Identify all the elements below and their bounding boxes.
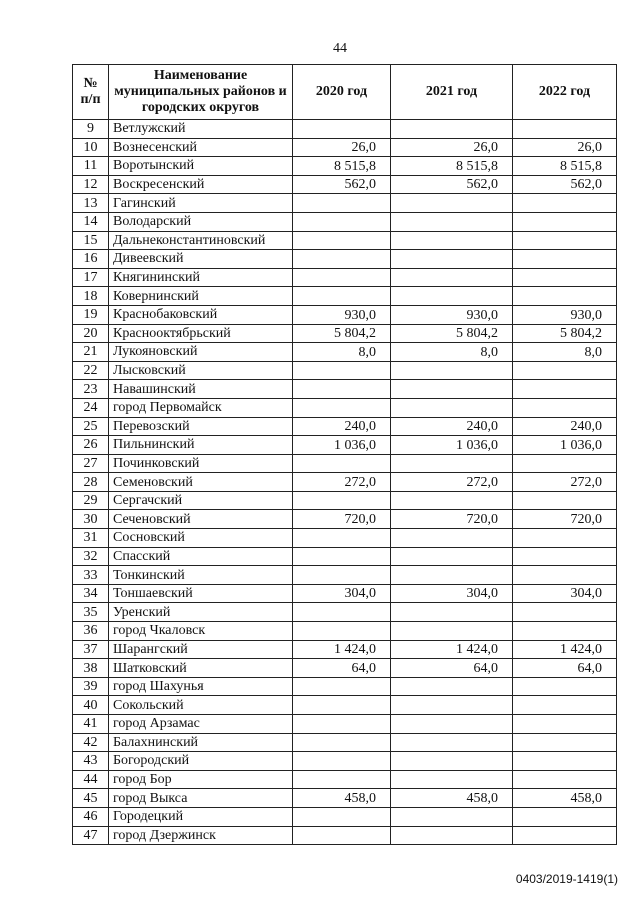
header-name: Наименование муниципальных районов и городских округов xyxy=(109,65,293,120)
value-2020 xyxy=(293,194,391,213)
row-number: 13 xyxy=(73,194,109,213)
value-2020 xyxy=(293,677,391,696)
value-2021: 26,0 xyxy=(391,138,513,157)
value-2022 xyxy=(513,547,617,566)
value-2022 xyxy=(513,212,617,231)
table-row xyxy=(73,212,617,231)
value-2022 xyxy=(513,696,617,715)
row-number: 37 xyxy=(73,640,109,659)
value-2021 xyxy=(391,231,513,250)
row-number: 31 xyxy=(73,529,109,548)
table-row xyxy=(73,436,617,455)
value-2020 xyxy=(293,733,391,752)
value-2022 xyxy=(513,733,617,752)
header-2021: 2021 год xyxy=(391,65,513,120)
value-2021 xyxy=(391,454,513,473)
header-num: № п/п xyxy=(73,65,109,120)
row-number: 9 xyxy=(73,120,109,139)
value-2022: 8 515,8 xyxy=(513,157,617,176)
header-2022: 2022 год xyxy=(513,65,617,120)
value-2021 xyxy=(391,361,513,380)
value-2021: 304,0 xyxy=(391,584,513,603)
row-number: 17 xyxy=(73,268,109,287)
value-2021 xyxy=(391,212,513,231)
value-2021: 8 515,8 xyxy=(391,157,513,176)
row-number: 29 xyxy=(73,491,109,510)
table-row xyxy=(73,584,617,603)
row-number: 28 xyxy=(73,473,109,492)
district-name: Шатковский xyxy=(109,659,293,678)
value-2021 xyxy=(391,677,513,696)
value-2020 xyxy=(293,826,391,845)
district-name: Уренский xyxy=(109,603,293,622)
district-name: Спасский xyxy=(109,547,293,566)
table-row xyxy=(73,175,617,194)
value-2022 xyxy=(513,398,617,417)
value-2020 xyxy=(293,454,391,473)
table-row xyxy=(73,807,617,826)
district-name: Починковский xyxy=(109,454,293,473)
district-name: город Первомайск xyxy=(109,398,293,417)
value-2021: 64,0 xyxy=(391,659,513,678)
value-2022: 458,0 xyxy=(513,789,617,808)
row-number: 42 xyxy=(73,733,109,752)
district-name: Шарангский xyxy=(109,640,293,659)
value-2022 xyxy=(513,380,617,399)
value-2021 xyxy=(391,622,513,641)
district-name: Семеновский xyxy=(109,473,293,492)
row-number: 45 xyxy=(73,789,109,808)
row-number: 19 xyxy=(73,305,109,324)
value-2020 xyxy=(293,566,391,585)
row-number: 46 xyxy=(73,807,109,826)
table-row xyxy=(73,770,617,789)
table-row xyxy=(73,305,617,324)
value-2020: 1 036,0 xyxy=(293,436,391,455)
table-row xyxy=(73,343,617,362)
value-2022: 930,0 xyxy=(513,305,617,324)
value-2022 xyxy=(513,715,617,734)
table-header-row xyxy=(73,65,617,120)
table-row xyxy=(73,287,617,306)
value-2020: 272,0 xyxy=(293,473,391,492)
district-name: Тоншаевский xyxy=(109,584,293,603)
value-2021: 562,0 xyxy=(391,175,513,194)
value-2020: 8 515,8 xyxy=(293,157,391,176)
value-2020 xyxy=(293,547,391,566)
table-row xyxy=(73,380,617,399)
value-2020: 304,0 xyxy=(293,584,391,603)
value-2021: 8,0 xyxy=(391,343,513,362)
row-number: 44 xyxy=(73,770,109,789)
value-2022 xyxy=(513,120,617,139)
table-row xyxy=(73,324,617,343)
table-row xyxy=(73,603,617,622)
row-number: 15 xyxy=(73,231,109,250)
row-number: 39 xyxy=(73,677,109,696)
value-2022 xyxy=(513,677,617,696)
value-2022: 562,0 xyxy=(513,175,617,194)
value-2022: 8,0 xyxy=(513,343,617,362)
row-number: 26 xyxy=(73,436,109,455)
value-2022 xyxy=(513,622,617,641)
row-number: 36 xyxy=(73,622,109,641)
value-2021 xyxy=(391,826,513,845)
district-name: город Чкаловск xyxy=(109,622,293,641)
value-2022 xyxy=(513,250,617,269)
row-number: 23 xyxy=(73,380,109,399)
value-2022 xyxy=(513,491,617,510)
value-2020: 1 424,0 xyxy=(293,640,391,659)
value-2020: 26,0 xyxy=(293,138,391,157)
row-number: 33 xyxy=(73,566,109,585)
value-2022 xyxy=(513,194,617,213)
district-name: Ветлужский xyxy=(109,120,293,139)
value-2020 xyxy=(293,250,391,269)
value-2020 xyxy=(293,491,391,510)
district-name: город Выкса xyxy=(109,789,293,808)
value-2021 xyxy=(391,547,513,566)
value-2022: 720,0 xyxy=(513,510,617,529)
value-2020: 720,0 xyxy=(293,510,391,529)
table-row xyxy=(73,231,617,250)
table-row xyxy=(73,529,617,548)
district-name: Богородский xyxy=(109,752,293,771)
table-row xyxy=(73,268,617,287)
district-name: Навашинский xyxy=(109,380,293,399)
value-2022 xyxy=(513,529,617,548)
table-row xyxy=(73,547,617,566)
value-2021: 930,0 xyxy=(391,305,513,324)
table-row xyxy=(73,789,617,808)
value-2021 xyxy=(391,491,513,510)
table-row xyxy=(73,157,617,176)
value-2021 xyxy=(391,250,513,269)
row-number: 35 xyxy=(73,603,109,622)
value-2022: 304,0 xyxy=(513,584,617,603)
header-2020: 2020 год xyxy=(293,65,391,120)
row-number: 11 xyxy=(73,157,109,176)
district-name: Дальнеконстантиновский xyxy=(109,231,293,250)
row-number: 10 xyxy=(73,138,109,157)
value-2021 xyxy=(391,566,513,585)
district-name: Воротынский xyxy=(109,157,293,176)
row-number: 43 xyxy=(73,752,109,771)
value-2022 xyxy=(513,268,617,287)
district-name: Лукояновский xyxy=(109,343,293,362)
value-2020: 458,0 xyxy=(293,789,391,808)
value-2022: 64,0 xyxy=(513,659,617,678)
table-row xyxy=(73,715,617,734)
value-2021 xyxy=(391,120,513,139)
value-2022: 5 804,2 xyxy=(513,324,617,343)
row-number: 22 xyxy=(73,361,109,380)
value-2020: 64,0 xyxy=(293,659,391,678)
row-number: 34 xyxy=(73,584,109,603)
value-2020 xyxy=(293,715,391,734)
value-2021 xyxy=(391,752,513,771)
value-2021 xyxy=(391,529,513,548)
value-2022 xyxy=(513,770,617,789)
value-2020 xyxy=(293,212,391,231)
value-2022: 26,0 xyxy=(513,138,617,157)
value-2020: 930,0 xyxy=(293,305,391,324)
row-number: 12 xyxy=(73,175,109,194)
value-2022 xyxy=(513,287,617,306)
table-row xyxy=(73,510,617,529)
district-name: город Арзамас xyxy=(109,715,293,734)
value-2022 xyxy=(513,361,617,380)
district-name: Краснобаковский xyxy=(109,305,293,324)
table-row xyxy=(73,640,617,659)
row-number: 32 xyxy=(73,547,109,566)
row-number: 40 xyxy=(73,696,109,715)
value-2020 xyxy=(293,807,391,826)
value-2020: 8,0 xyxy=(293,343,391,362)
value-2020: 240,0 xyxy=(293,417,391,436)
value-2021: 5 804,2 xyxy=(391,324,513,343)
row-number: 14 xyxy=(73,212,109,231)
table-row xyxy=(73,120,617,139)
table-row xyxy=(73,398,617,417)
district-name: Гагинский xyxy=(109,194,293,213)
value-2021: 720,0 xyxy=(391,510,513,529)
value-2022: 272,0 xyxy=(513,473,617,492)
value-2020 xyxy=(293,287,391,306)
table-row xyxy=(73,659,617,678)
page-number: 44 xyxy=(333,41,347,56)
row-number: 21 xyxy=(73,343,109,362)
table-row xyxy=(73,826,617,845)
table-row xyxy=(73,417,617,436)
value-2021 xyxy=(391,715,513,734)
budget-table xyxy=(72,64,617,845)
value-2022 xyxy=(513,566,617,585)
table-row xyxy=(73,622,617,641)
value-2021 xyxy=(391,733,513,752)
row-number: 18 xyxy=(73,287,109,306)
table-row xyxy=(73,566,617,585)
table-row xyxy=(73,454,617,473)
table-body xyxy=(73,120,617,845)
district-name: Володарский xyxy=(109,212,293,231)
district-name: Тонкинский xyxy=(109,566,293,585)
value-2020 xyxy=(293,268,391,287)
table-row xyxy=(73,250,617,269)
value-2022: 1 424,0 xyxy=(513,640,617,659)
district-name: город Бор xyxy=(109,770,293,789)
value-2021: 458,0 xyxy=(391,789,513,808)
value-2022: 240,0 xyxy=(513,417,617,436)
value-2022 xyxy=(513,826,617,845)
district-name: Перевозский xyxy=(109,417,293,436)
table-row xyxy=(73,194,617,213)
table-row xyxy=(73,361,617,380)
district-name: Городецкий xyxy=(109,807,293,826)
row-number: 38 xyxy=(73,659,109,678)
row-number: 47 xyxy=(73,826,109,845)
value-2020 xyxy=(293,603,391,622)
value-2021 xyxy=(391,770,513,789)
row-number: 25 xyxy=(73,417,109,436)
value-2021 xyxy=(391,807,513,826)
table-row xyxy=(73,473,617,492)
document-code: 0403/2019-1419(1) xyxy=(515,872,618,886)
district-name: Дивеевский xyxy=(109,250,293,269)
district-name: Лысковский xyxy=(109,361,293,380)
value-2022 xyxy=(513,231,617,250)
value-2020 xyxy=(293,622,391,641)
value-2020 xyxy=(293,398,391,417)
value-2021 xyxy=(391,380,513,399)
value-2021 xyxy=(391,287,513,306)
district-name: город Шахунья xyxy=(109,677,293,696)
row-number: 30 xyxy=(73,510,109,529)
district-name: Краснооктябрьский xyxy=(109,324,293,343)
district-name: Сокольский xyxy=(109,696,293,715)
district-name: Княгининский xyxy=(109,268,293,287)
district-name: город Дзержинск xyxy=(109,826,293,845)
value-2022 xyxy=(513,807,617,826)
district-name: Балахнинский xyxy=(109,733,293,752)
row-number: 41 xyxy=(73,715,109,734)
value-2021 xyxy=(391,398,513,417)
district-name: Пильнинский xyxy=(109,436,293,455)
value-2020 xyxy=(293,120,391,139)
value-2021 xyxy=(391,603,513,622)
value-2020 xyxy=(293,231,391,250)
value-2021: 272,0 xyxy=(391,473,513,492)
value-2022 xyxy=(513,454,617,473)
district-name: Воскресенский xyxy=(109,175,293,194)
value-2022: 1 036,0 xyxy=(513,436,617,455)
district-name: Сосновский xyxy=(109,529,293,548)
value-2020: 562,0 xyxy=(293,175,391,194)
table-row xyxy=(73,677,617,696)
row-number: 27 xyxy=(73,454,109,473)
row-number: 24 xyxy=(73,398,109,417)
table-row xyxy=(73,752,617,771)
value-2021 xyxy=(391,268,513,287)
row-number: 16 xyxy=(73,250,109,269)
table-row xyxy=(73,733,617,752)
value-2021: 240,0 xyxy=(391,417,513,436)
value-2020 xyxy=(293,770,391,789)
value-2021: 1 036,0 xyxy=(391,436,513,455)
table-row xyxy=(73,491,617,510)
value-2020: 5 804,2 xyxy=(293,324,391,343)
district-name: Сеченовский xyxy=(109,510,293,529)
district-name: Вознесенский xyxy=(109,138,293,157)
value-2020 xyxy=(293,361,391,380)
table-row xyxy=(73,138,617,157)
row-number: 20 xyxy=(73,324,109,343)
value-2021: 1 424,0 xyxy=(391,640,513,659)
value-2020 xyxy=(293,529,391,548)
district-name: Ковернинский xyxy=(109,287,293,306)
district-name: Сергачский xyxy=(109,491,293,510)
value-2022 xyxy=(513,752,617,771)
value-2021 xyxy=(391,696,513,715)
value-2022 xyxy=(513,603,617,622)
table-row xyxy=(73,696,617,715)
value-2020 xyxy=(293,380,391,399)
value-2021 xyxy=(391,194,513,213)
value-2020 xyxy=(293,752,391,771)
value-2020 xyxy=(293,696,391,715)
